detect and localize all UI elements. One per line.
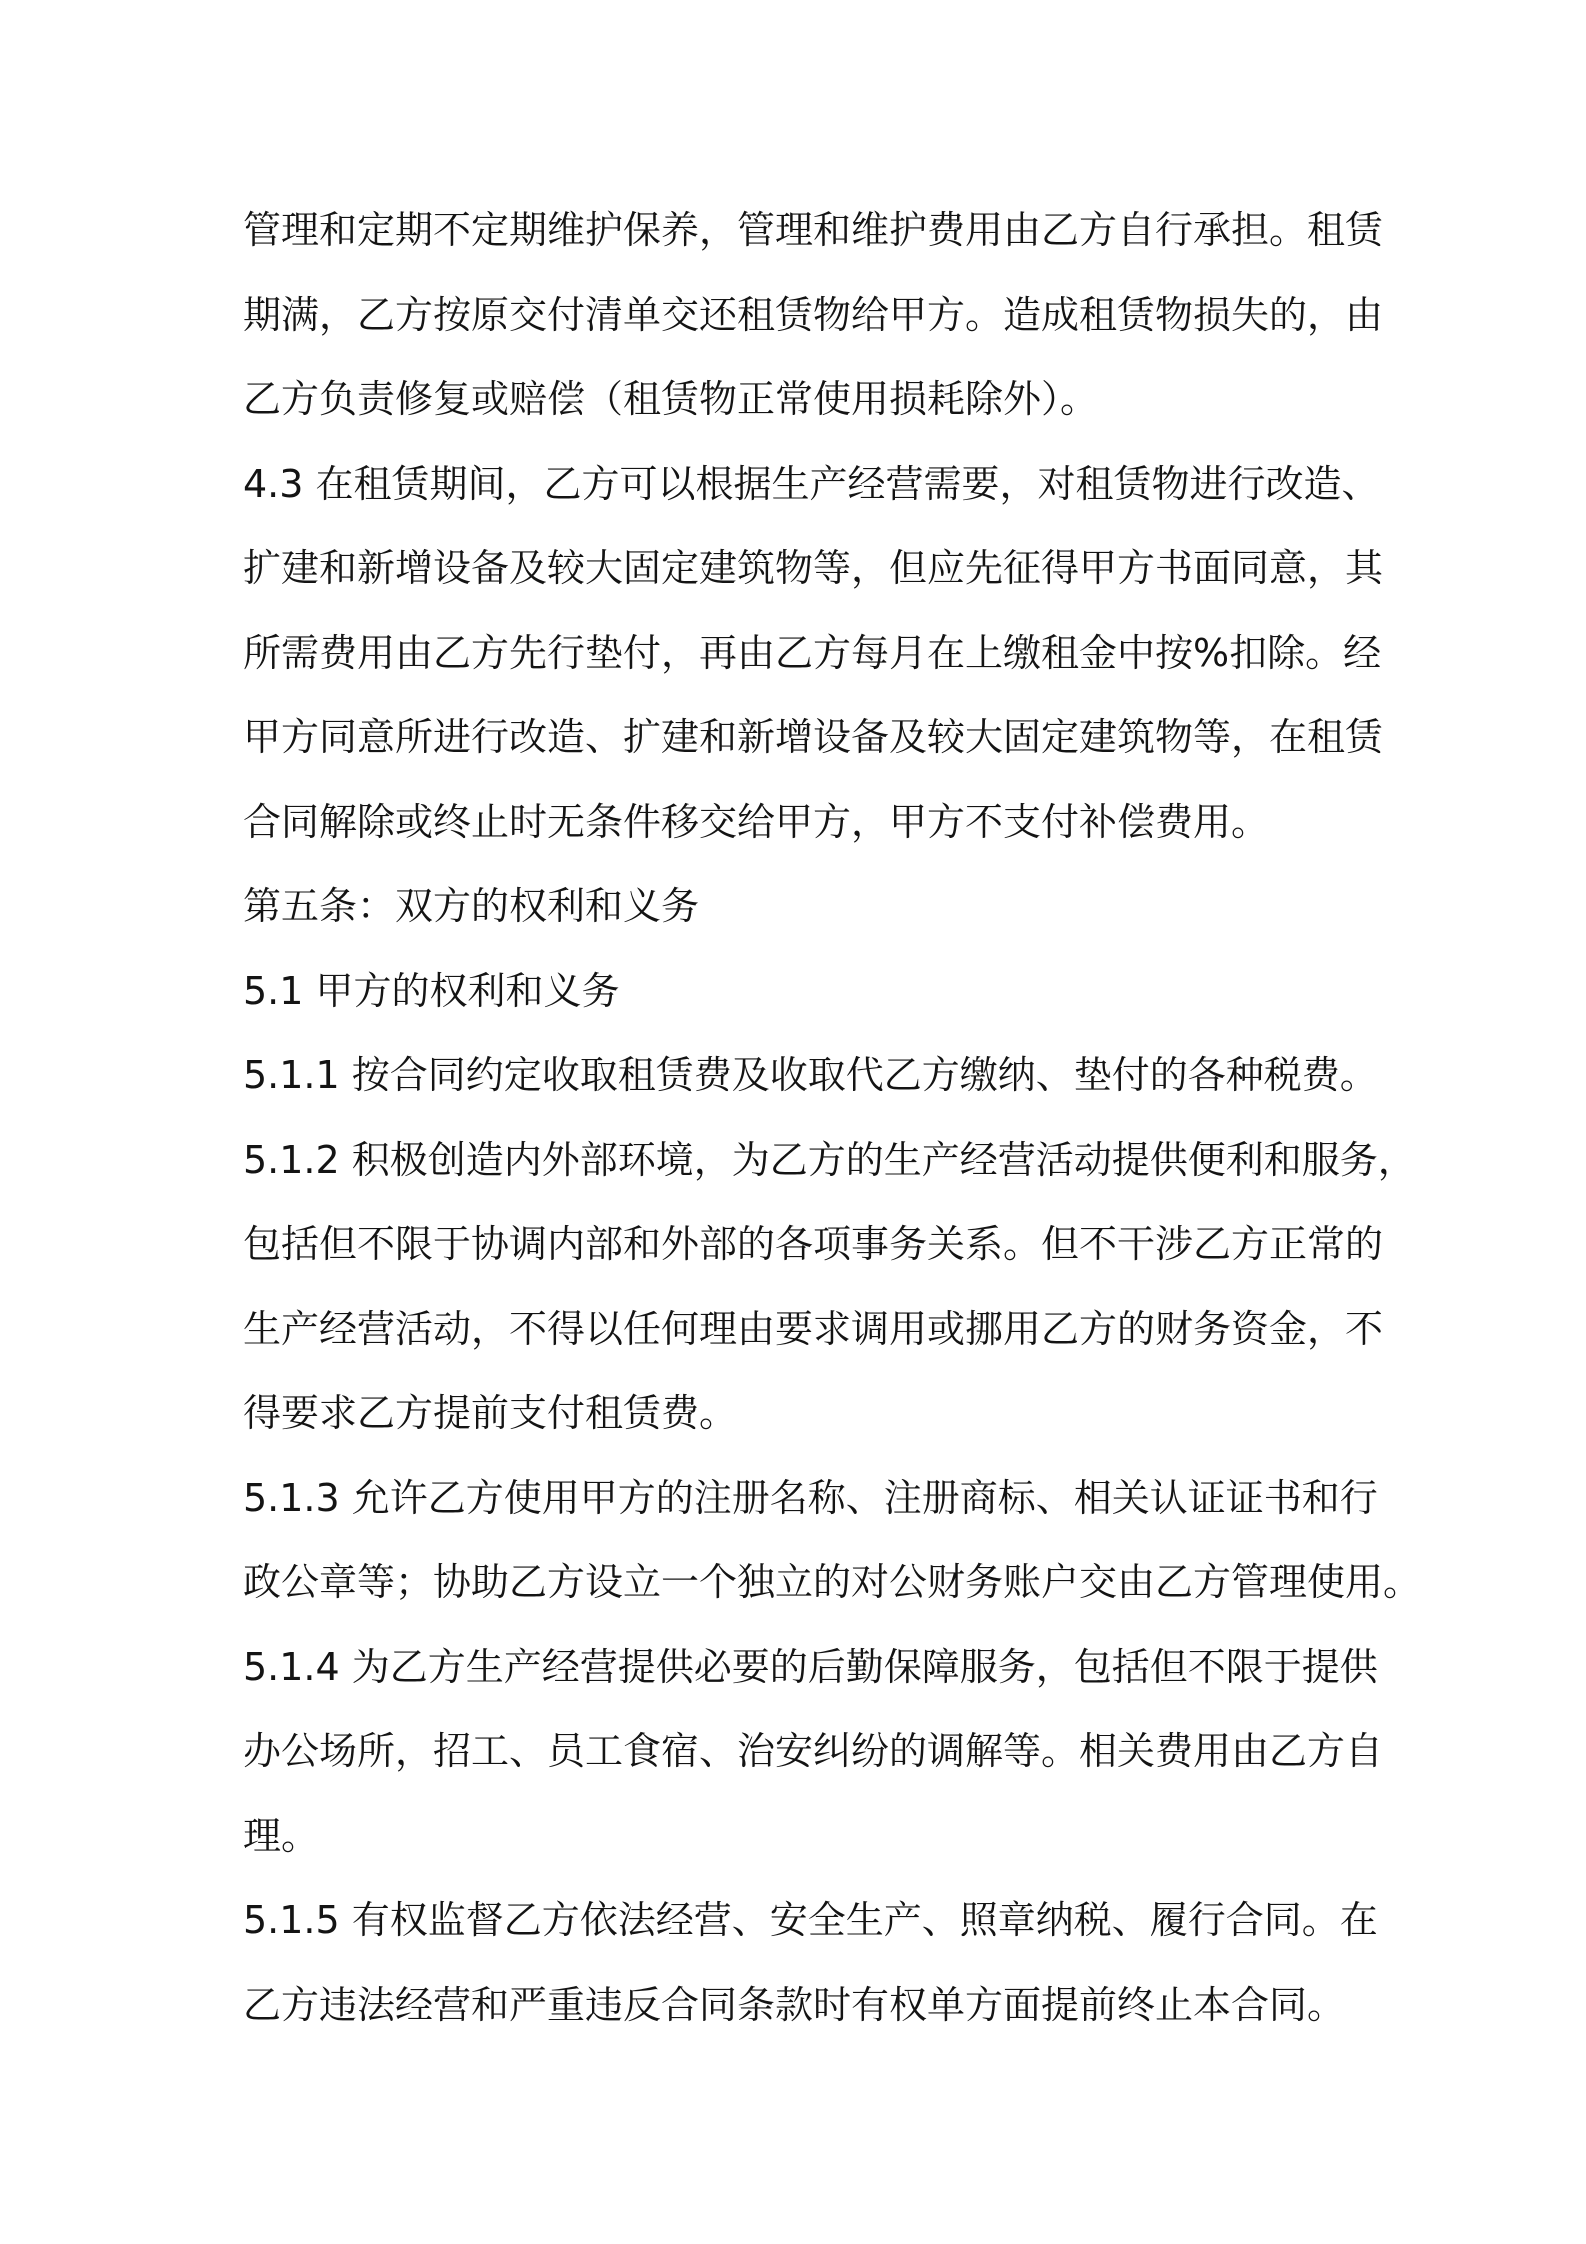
text-line: 期满，乙方按原交付清单交还租赁物给甲方。造成租赁物损失的，由 xyxy=(243,293,1384,337)
text-line: 5.1.4 为乙方生产经营提供必要的后勤保障服务，包括但不限于提供 xyxy=(243,1645,1378,1689)
text-line: 理。 xyxy=(243,1814,320,1858)
text-line: 4.3 在租赁期间，乙方可以根据生产经营需要，对租赁物进行改造、 xyxy=(243,462,1380,506)
text-line: 5.1.3 允许乙方使用甲方的注册名称、注册商标、相关认证证书和行 xyxy=(243,1476,1378,1520)
text-line: 包括但不限于协调内部和外部的各项事务关系。但不干涉乙方正常的 xyxy=(243,1222,1384,1266)
text-line: 甲方同意所进行改造、扩建和新增设备及较大固定建筑物等，在租赁 xyxy=(243,715,1384,759)
text-line: 5.1.1 按合同约定收取租赁费及收取代乙方缴纳、垫付的各种税费。 xyxy=(243,1053,1378,1097)
text-line: 乙方违法经营和严重违反合同条款时有权单方面提前终止本合同。 xyxy=(243,1983,1346,2027)
text-line: 生产经营活动，不得以任何理由要求调用或挪用乙方的财务资金，不 xyxy=(243,1307,1384,1351)
text-line: 办公场所，招工、员工食宿、治安纠纷的调解等。相关费用由乙方自 xyxy=(243,1729,1384,1773)
text-line: 扩建和新增设备及较大固定建筑物等，但应先征得甲方书面同意，其 xyxy=(243,546,1384,590)
text-line: 所需费用由乙方先行垫付，再由乙方每月在上缴租金中按%扣除。经 xyxy=(243,631,1382,675)
text-line: 合同解除或终止时无条件移交给甲方，甲方不支付补偿费用。 xyxy=(243,800,1270,844)
subsection-heading: 5.1 甲方的权利和义务 xyxy=(243,969,620,1013)
text-line: 5.1.2 积极创造内外部环境，为乙方的生产经营活动提供便利和服务， xyxy=(243,1138,1416,1182)
text-line: 政公章等；协助乙方设立一个独立的对公财务账户交由乙方管理使用。 xyxy=(243,1560,1422,1604)
text-line: 乙方负责修复或赔偿（租赁物正常使用损耗除外）。 xyxy=(243,377,1099,421)
text-line: 5.1.5 有权监督乙方依法经营、安全生产、照章纳税、履行合同。在 xyxy=(243,1898,1378,1942)
section-heading: 第五条：双方的权利和义务 xyxy=(243,884,700,928)
text-line: 管理和定期不定期维护保养，管理和维护费用由乙方自行承担。租赁 xyxy=(243,208,1384,252)
text-line: 得要求乙方提前支付租赁费。 xyxy=(243,1391,738,1435)
